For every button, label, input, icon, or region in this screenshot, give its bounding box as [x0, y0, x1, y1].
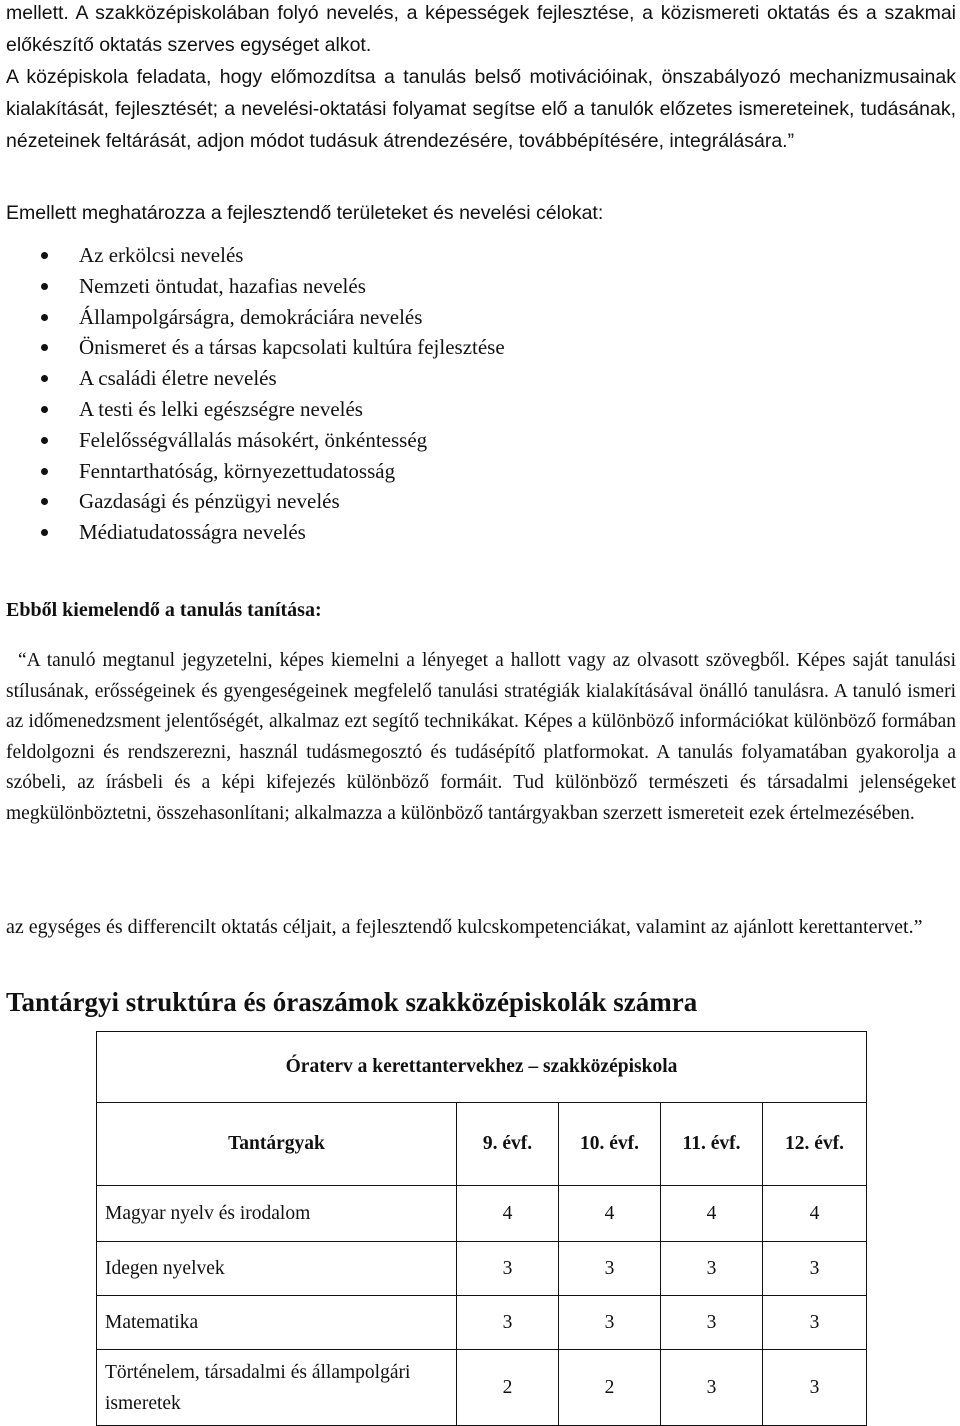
table-row [97, 1242, 867, 1296]
hours-cell: 3 [661, 1242, 763, 1296]
list-item: Nemzeti öntudat, hazafias nevelés [0, 271, 505, 302]
list-item: Gazdasági és pénzügyi nevelés [0, 486, 505, 517]
bullet-icon [41, 498, 48, 505]
intro-paragraph-2: A középiskola feladata, hogy előmozdítsa a tanulás belső motivációinak, önszabályozó mechanizmusainak kialakítását, fejlesztését; a nevelési-oktatási folyamat segítse elő a tanulók előzetes ismereteinek, tudásának, nézeteinek feltárását, adjon módot tudásuk átrendezésére, továbbépítésére, integrálására.” [6, 66, 956, 152]
learning-paragraph: “A tanuló megtanul jegyzetelni, képes kiemelni a lényeget a hallott vagy az olvasott szövegből. Képes saját tanulási stílusának, erősségeinek és gyengeségeinek megfelelő tanulási stratégiák kialakításával önálló tanulásra. A tanuló ismeri az időmenedzsment jelentőségét, alkalmaz ezt segítő technikákat. Képes a különböző információkat különböző formában feldolgozni és rendszerezni, használ tudásmegosztó és tudásépítő platformokat. A tanulás folyamatában gyakorolja a szóbeli, az írásbeli és a képi kifejezés különböző formáit. Tud különböző természeti és társadalmi jelenségeket megkülönböztetni, összehasonlítani; alkalmazza a különböző tantárgyakban szerzett ismereteit ezek értelmezésében. [6, 650, 956, 824]
subject-cell: Magyar nyelv és irodalom [97, 1186, 457, 1242]
table-caption-row [97, 1032, 867, 1103]
table-row [97, 1296, 867, 1350]
bullet-icon [41, 344, 48, 351]
bullet-icon [41, 529, 48, 536]
hours-cell: 2 [457, 1350, 559, 1426]
hours-cell: 3 [661, 1296, 763, 1350]
table-header-row [97, 1103, 867, 1186]
curriculum-table [96, 1031, 867, 1426]
intro-paragraph-1: mellett. A szakközépiskolában folyó nevelés, a képességek fejlesztése, a közismereti oktatás és a szakmai előkészítő oktatás szerves egységet alkot. [6, 2, 956, 56]
learning-subheading: Ebből kiemelendő a tanulás tanítása: [6, 599, 322, 621]
goals-list [0, 240, 505, 548]
hours-cell: 3 [763, 1242, 867, 1296]
column-header: Tantárgyak [97, 1103, 457, 1186]
hours-cell: 4 [457, 1186, 559, 1242]
hours-cell: 3 [559, 1242, 661, 1296]
hours-cell: 3 [763, 1296, 867, 1350]
column-header: 12. évf. [763, 1103, 867, 1186]
hours-cell: 4 [559, 1186, 661, 1242]
list-item: Felelősségvállalás másokért, önkéntesség [0, 425, 505, 456]
hours-cell: 3 [661, 1350, 763, 1426]
column-header: 9. évf. [457, 1103, 559, 1186]
bullet-icon [41, 437, 48, 444]
hours-cell: 3 [763, 1350, 867, 1426]
table-row [97, 1186, 867, 1242]
hours-cell: 2 [559, 1350, 661, 1426]
column-header: 11. évf. [661, 1103, 763, 1186]
list-item: Az erkölcsi nevelés [0, 240, 505, 271]
hours-cell: 4 [763, 1186, 867, 1242]
list-item: Fenntarthatóság, környezettudatosság [0, 456, 505, 487]
bullet-icon [41, 468, 48, 475]
list-item: Önismeret és a társas kapcsolati kultúra fejlesztése [0, 332, 505, 363]
subject-cell: Idegen nyelvek [97, 1242, 457, 1296]
list-item: A családi életre nevelés [0, 363, 505, 394]
list-item: A testi és lelki egészségre nevelés [0, 394, 505, 425]
section-title: Tantárgyi struktúra és óraszámok szakközépiskolák számra [6, 987, 698, 1017]
column-header: 10. évf. [559, 1103, 661, 1186]
bullet-icon [41, 283, 48, 290]
bullet-icon [41, 314, 48, 321]
goals-intro-paragraph: Emellett meghatározza a fejlesztendő területeket és nevelési célokat: [6, 202, 604, 224]
curriculum-paragraph: az egységes és differencilt oktatás céljait, a fejlesztendő kulcskompetenciákat, valamint az ajánlott kerettantervet.” [6, 916, 923, 938]
subject-cell: Matematika [97, 1296, 457, 1350]
bullet-icon [41, 375, 48, 382]
bullet-icon [41, 252, 48, 259]
subject-cell: Történelem, társadalmi és állampolgári ismeretek [97, 1350, 457, 1426]
bullet-icon [41, 406, 48, 413]
table-row [97, 1350, 867, 1426]
hours-cell: 3 [457, 1296, 559, 1350]
hours-cell: 4 [661, 1186, 763, 1242]
list-item: Állampolgárságra, demokráciára nevelés [0, 302, 505, 333]
hours-cell: 3 [457, 1242, 559, 1296]
hours-cell: 3 [559, 1296, 661, 1350]
table-caption: Óraterv a kerettantervekhez – szakközépiskola [97, 1032, 867, 1103]
list-item: Médiatudatosságra nevelés [0, 517, 505, 548]
